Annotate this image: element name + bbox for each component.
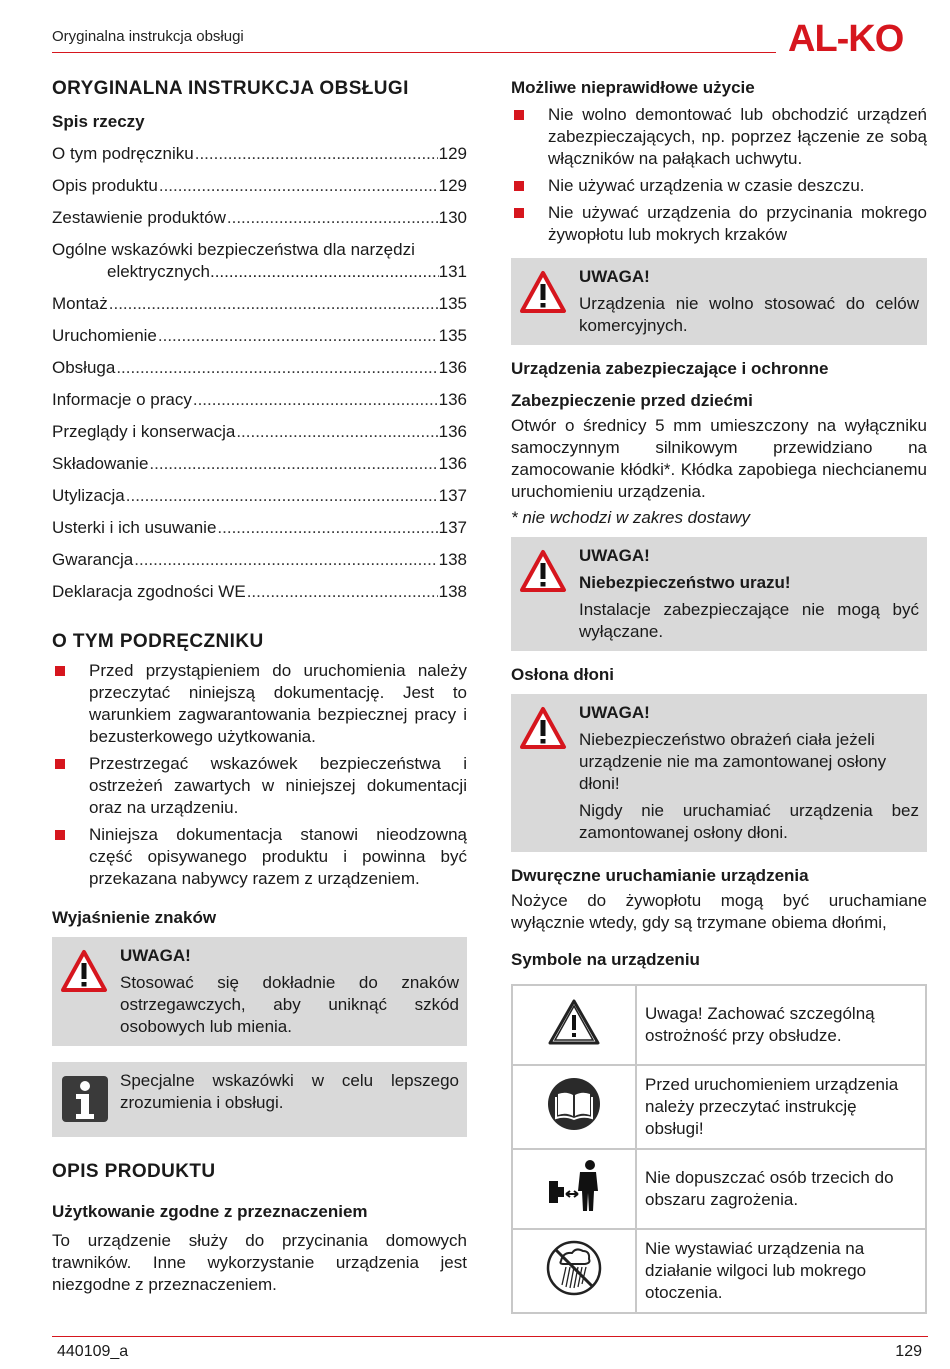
document-code: 440109_a [57,1343,129,1360]
warning-title: UWAGA! [579,267,650,286]
symbols-table [511,984,927,1314]
warning-title: UWAGA! [120,946,191,965]
table-row [512,1065,926,1149]
toc-item[interactable]: Zestawienie produktów ..... 130 [52,207,467,229]
about-bullet-list [52,660,467,890]
warning-subtitle: Niebezpieczeństwo urazu! [579,573,791,592]
page-number: 129 [895,1343,922,1360]
right-column [511,78,927,1314]
warning-text: Niebezpieczeństwo obrażeń ciała jeżeli urządzenie nie ma zamontowanej osłony dłoni! [579,730,887,793]
misuse-heading: Możliwe nieprawidłowe użycie [511,78,755,97]
list-item: Nie wolno demontować lub obchodzić urządzeń zabezpieczających, np. poprzez łączenie ze sobą włączników na pałąkach uchwytu. [511,104,927,170]
warning-box [511,537,927,651]
bullet-square-icon [55,759,65,769]
product-heading: OPIS PRODUKTU [52,1161,216,1182]
warning-text: Instalacje zabezpieczające nie mogą być wyłączane. [579,600,919,641]
toc-item[interactable]: Ogólne wskazówki bezpieczeństwa dla narzędzi elektrycznych ..... 131 [52,239,467,283]
table-of-contents [52,143,467,603]
delivery-note: * nie wchodzi w zakres dostawy [511,508,751,527]
list-item: Przestrzegać wskazówek bezpieczeństwa i ostrzeżeń zawartych w niniejszej dokumentacji oraz na urządzeniu. [52,753,467,819]
info-box [52,1062,467,1137]
warning-triangle-icon [519,545,579,643]
bullet-square-icon [514,110,524,120]
toc-item[interactable]: Składowanie ..... 136 [52,453,467,475]
footer-rule [52,1336,928,1337]
bullet-square-icon [514,208,524,218]
hand-guard-heading: Osłona dłoni [511,665,614,684]
main-title: ORYGINALNA INSTRUKCJA OBSŁUGI [52,78,409,99]
child-protection-text: Otwór o średnicy 5 mm umieszczony na wyłączniku samoczynnym silnikowym przewidziano na zamocowanie kłódki*. Kłódka zapobiega niechcianemu uruchomieniu urządzenia. [511,416,927,501]
toc-item[interactable]: Przeglądy i konserwacja ..... 136 [52,421,467,443]
child-protection-heading: Zabezpieczenie przed dziećmi [511,391,753,410]
warning-title: UWAGA! [579,703,650,722]
toc-item[interactable]: Montaż ..... 135 [52,293,467,315]
warning-box [511,694,927,852]
safety-devices-heading: Urządzenia zabezpieczające i ochronne [511,359,829,378]
no-rain-icon [512,1229,636,1313]
bullet-square-icon [514,181,524,191]
two-hand-text: Nożyce do żywopłotu mogą być uruchamiane wyłącznie wtedy, gdy są trzymane obiema dłońmi, [511,891,927,932]
toc-item[interactable]: Utylizacja ..... 137 [52,485,467,507]
list-item: Niniejsza dokumentacja stanowi nieodzowną część opisywanego produktu i powinna być przekazana nabywcy razem z urządzeniem. [52,824,467,890]
alko-logo-text: AL-KO [788,20,904,56]
table-row [512,1149,926,1229]
toc-item[interactable]: Uruchomienie ..... 135 [52,325,467,347]
misuse-bullet-list [511,104,927,246]
alko-logo [788,20,928,56]
intended-use-heading: Użytkowanie zgodne z przeznaczeniem [52,1202,368,1221]
warning-title: UWAGA! [579,546,650,565]
header-title: Oryginalna instrukcja obsługi [52,28,244,45]
table-row [512,985,926,1065]
table-row [512,1229,926,1313]
warning-text: Nigdy nie uruchamiać urządzenia bez zamontowanej osłony dłoni. [579,801,919,842]
toc-item[interactable]: Opis produktu ..... 129 [52,175,467,197]
symbols-heading: Symbole na urządzeniu [511,950,700,969]
warning-text: Stosować się dokładnie do znaków ostrzegawczych, aby uniknąć szkód osobowych lub mienia. [120,973,459,1036]
symbol-description: Przed uruchomieniem urządzenia należy przeczytać instrukcję obsługi! [636,1065,926,1149]
read-manual-icon [512,1065,636,1149]
warning-triangle-icon [512,985,636,1065]
toc-item[interactable]: Obsługa ..... 136 [52,357,467,379]
warning-box [511,258,927,345]
two-hand-heading: Dwuręczne uruchamianie urządzenia [511,866,809,885]
toc-item[interactable]: O tym podręczniku ..... 129 [52,143,467,165]
list-item: Nie używać urządzenia w czasie deszczu. [511,175,927,197]
intended-use-text: To urządzenie służy do przycinania domowych trawników. Inne wykorzystanie urządzenia jest niezgodne z przeznaczeniem. [52,1231,467,1294]
bullet-square-icon [55,666,65,676]
symbol-description: Nie dopuszczać osób trzecich do obszaru zagrożenia. [636,1149,926,1229]
signs-heading: Wyjaśnienie znaków [52,908,217,927]
toc-item[interactable]: Deklaracja zgodności WE ..... 138 [52,581,467,603]
warning-triangle-icon [60,945,120,1038]
warning-text: Urządzenia nie wolno stosować do celów komercyjnych. [579,294,919,335]
list-item: Przed przystąpieniem do uruchomienia należy przeczytać niniejszą dokumentację. Jest to warunkiem zagwarantowania bezpiecznej pracy i bezusterkowego użytkowania. [52,660,467,748]
toc-heading: Spis rzeczy [52,112,145,131]
warning-triangle-icon [519,702,579,844]
symbol-description: Uwaga! Zachować szczególną ostrożność przy obsłudze. [636,985,926,1065]
left-column [52,78,467,1296]
warning-box [52,937,467,1046]
info-text: Specjalne wskazówki w celu lepszego zrozumienia i obsługi. [120,1071,459,1112]
toc-item[interactable]: Usterki i ich usuwanie ..... 137 [52,517,467,539]
toc-item[interactable]: Informacje o pracy ..... 136 [52,389,467,411]
bullet-square-icon [55,830,65,840]
toc-item[interactable]: Gwarancja ..... 138 [52,549,467,571]
warning-triangle-icon [519,266,579,337]
symbol-description: Nie wystawiać urządzenia na działanie wilgoci lub mokrego otoczenia. [636,1229,926,1313]
list-item: Nie używać urządzenia do przycinania mokrego żywopłotu lub mokrych krzaków [511,202,927,246]
keep-distance-icon [512,1149,636,1229]
about-heading: O TYM PODRĘCZNIKU [52,631,264,652]
info-icon [60,1070,120,1129]
header-rule [52,52,776,53]
